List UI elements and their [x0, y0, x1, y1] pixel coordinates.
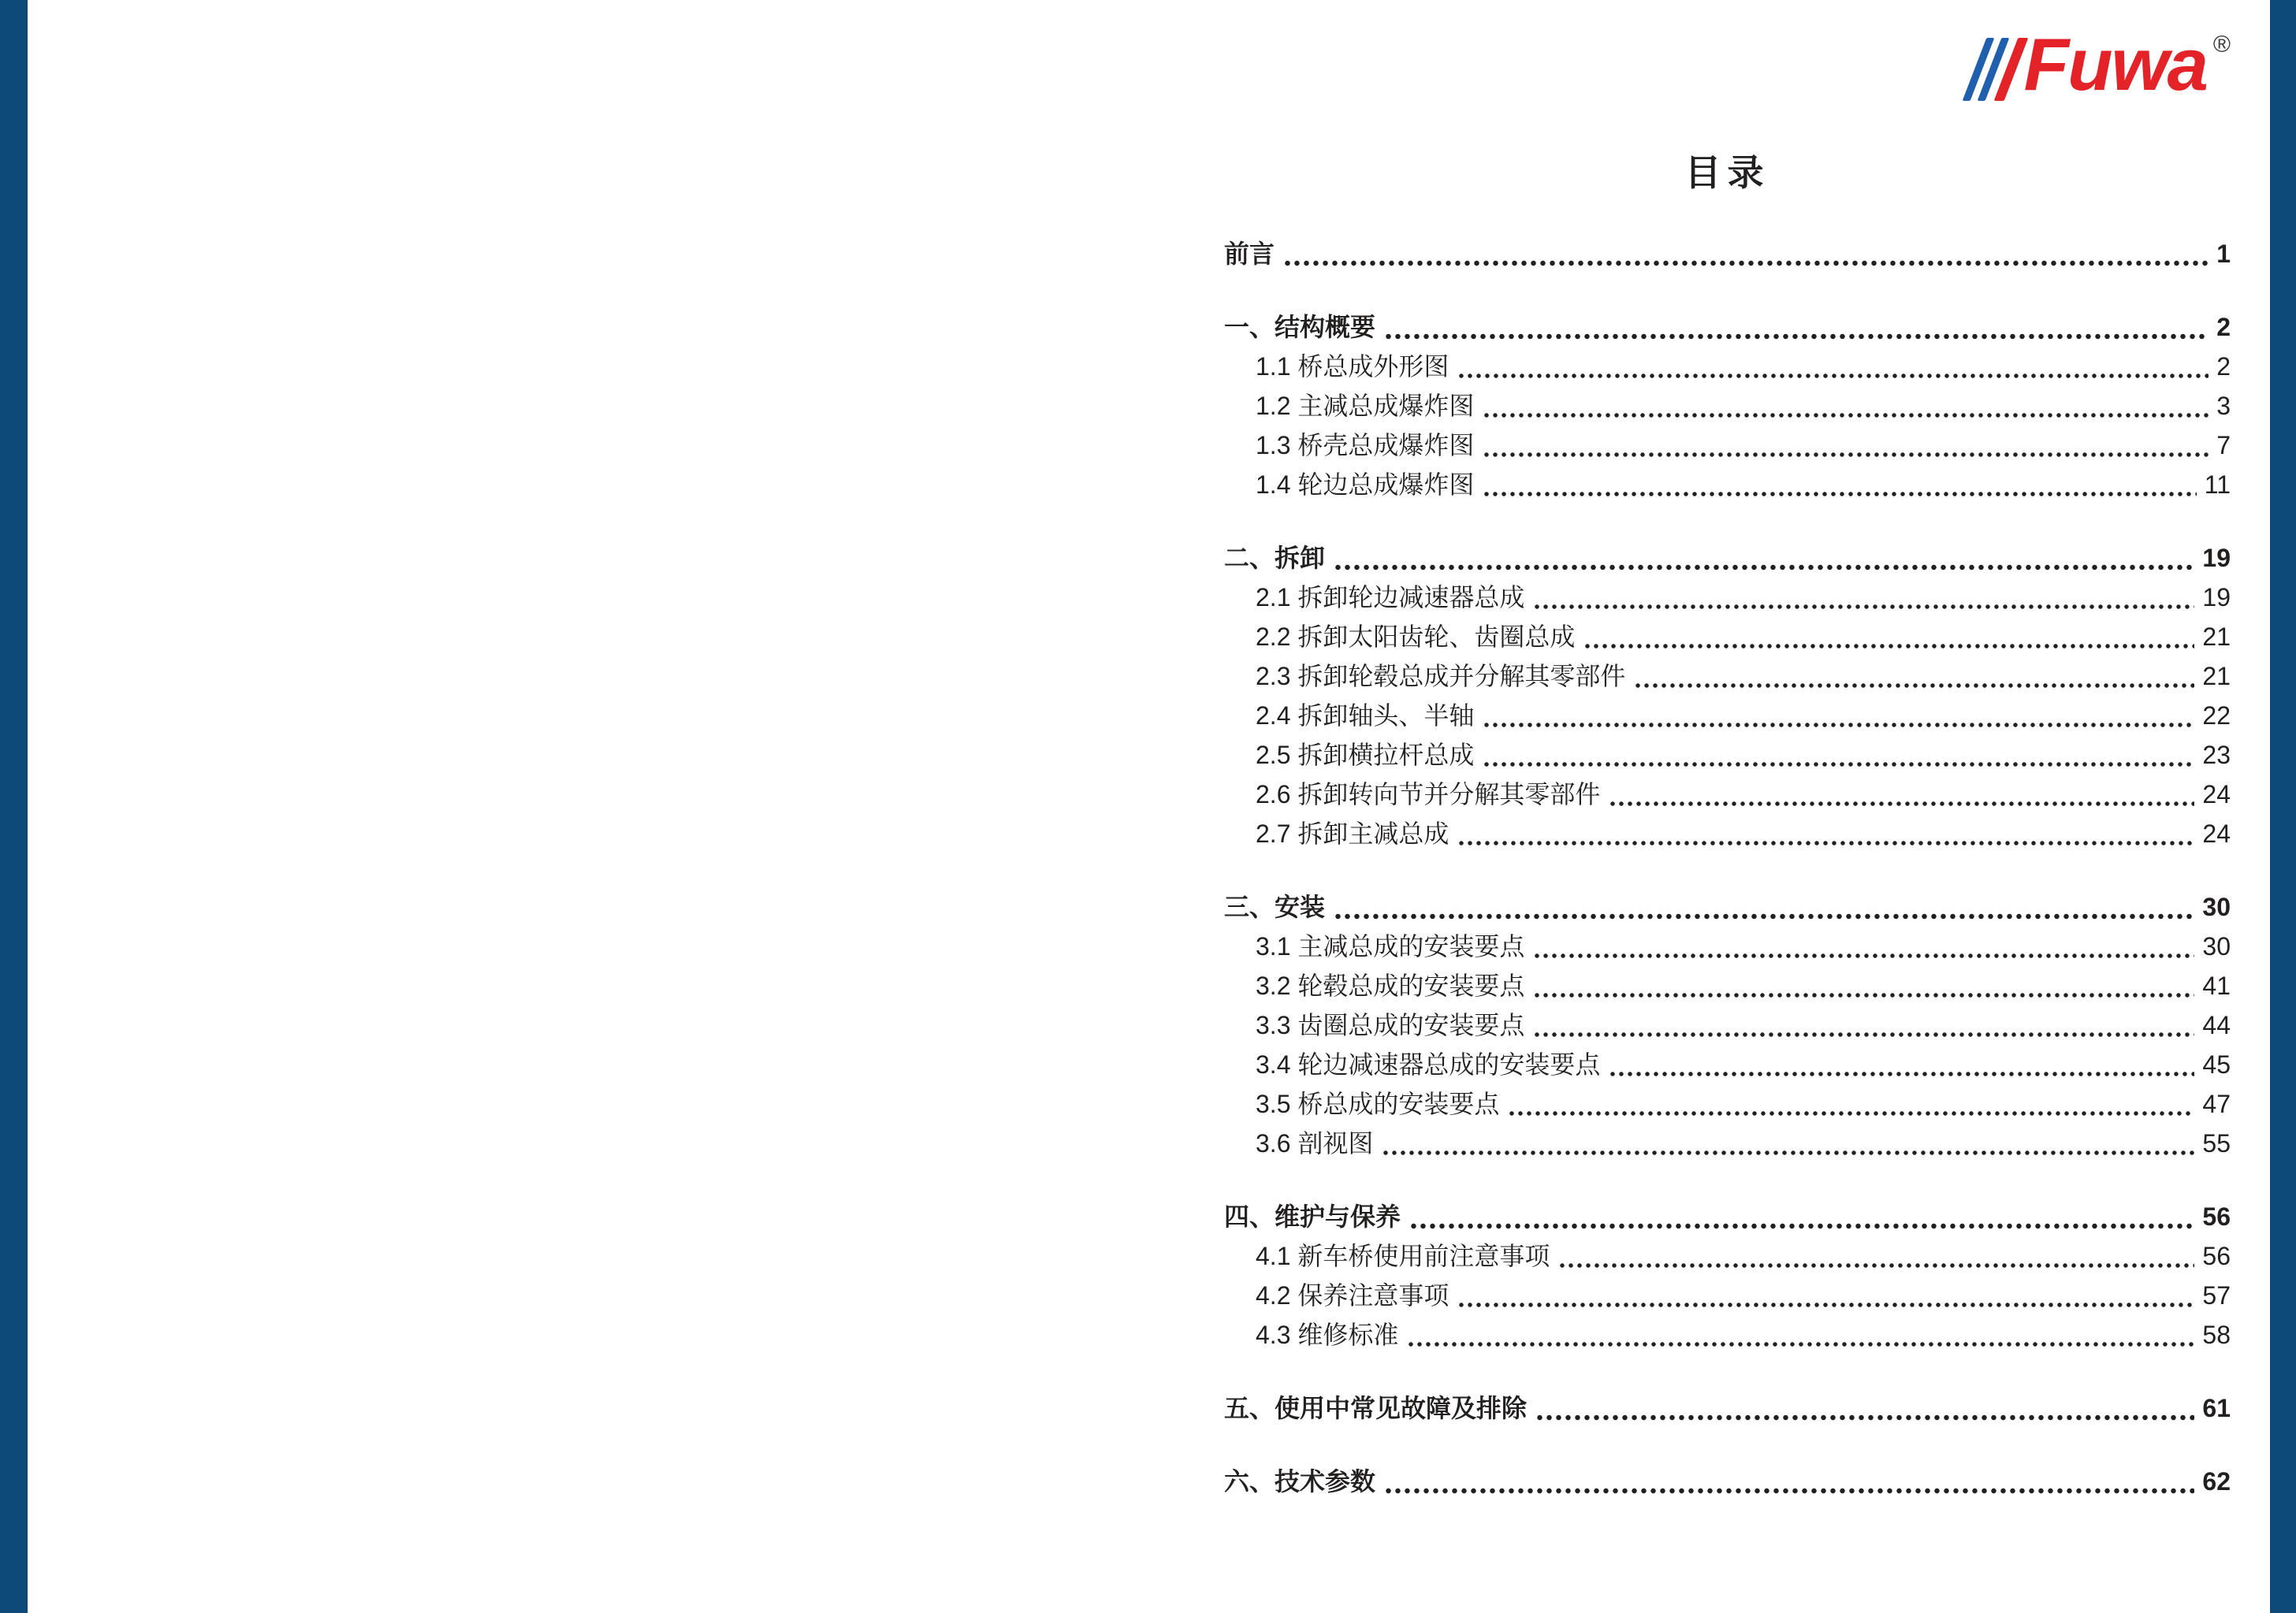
toc-row	[1224, 1388, 2231, 1428]
toc-entry-page-number: 30	[2202, 893, 2231, 921]
toc-row	[1224, 1005, 2231, 1045]
toc-entry-page-number: 47	[2202, 1090, 2231, 1118]
toc-entry-page-number: 21	[2202, 623, 2231, 651]
toc-row	[1224, 1124, 2231, 1163]
toc-entry-label: 4.1 新车桥使用前注意事项	[1256, 1242, 1550, 1270]
toc-entry-page-number: 11	[2204, 470, 2231, 499]
toc-row	[1224, 386, 2231, 426]
dotted-leader	[1385, 333, 2209, 340]
toc-row	[1224, 1236, 2231, 1276]
toc-entry-label: 1.2 主减总成爆炸图	[1256, 392, 1475, 420]
toc-row	[1224, 307, 2231, 347]
fuwa-logo	[1974, 23, 2231, 107]
dotted-leader	[1458, 1301, 2194, 1309]
toc-entry-label: 3.1 主减总成的安装要点	[1256, 932, 1525, 961]
dotted-leader	[1534, 952, 2194, 960]
toc-entry-page-number: 45	[2202, 1050, 2231, 1079]
toc-entry-page-number: 61	[2202, 1394, 2231, 1422]
toc-entry-page-number: 55	[2202, 1129, 2231, 1158]
toc-entry-label: 3.6 剖视图	[1256, 1129, 1374, 1158]
logo-slashes-icon	[1974, 38, 2016, 101]
toc-row	[1224, 1084, 2231, 1124]
dotted-leader	[1609, 1070, 2194, 1078]
toc-row	[1224, 887, 2231, 927]
toc-row	[1224, 1276, 2231, 1315]
toc-row	[1224, 617, 2231, 656]
toc-row	[1224, 1315, 2231, 1355]
toc-row	[1224, 538, 2231, 578]
toc-entry-label: 2.4 拆卸轴头、半轴	[1256, 701, 1475, 730]
toc-entry-page-number: 19	[2202, 544, 2231, 572]
toc-entry-label: 1.4 轮边总成爆炸图	[1256, 470, 1475, 499]
toc-row	[1224, 1462, 2231, 1501]
dotted-leader	[1408, 1340, 2194, 1348]
dotted-leader	[1609, 800, 2194, 808]
toc-entry-label: 一、结构概要	[1224, 313, 1376, 341]
toc-entry-page-number: 58	[2202, 1321, 2231, 1349]
dotted-leader	[1536, 1414, 2194, 1422]
toc-entry-page-number: 56	[2202, 1242, 2231, 1270]
toc-entry-label: 2.6 拆卸转向节并分解其零部件	[1256, 780, 1601, 808]
toc-entry-page-number: 21	[2202, 662, 2231, 690]
toc-row	[1224, 735, 2231, 775]
dotted-leader	[1483, 451, 2209, 459]
toc-entry-label: 3.3 齿圈总成的安装要点	[1256, 1011, 1525, 1039]
toc-entry-list	[1224, 234, 2231, 1501]
toc-entry-page-number: 2	[2216, 352, 2231, 381]
toc-entry-label: 五、使用中常见故障及排除	[1224, 1394, 1528, 1422]
toc-row	[1224, 814, 2231, 853]
dotted-leader	[1410, 1222, 2194, 1230]
toc-entry-page-number: 57	[2202, 1281, 2231, 1310]
toc-entry-page-number: 24	[2202, 820, 2231, 848]
toc-entry-page-number: 56	[2202, 1202, 2231, 1231]
toc-entry-label: 六、技术参数	[1224, 1467, 1376, 1496]
toc-entry-page-number: 44	[2202, 1011, 2231, 1039]
toc-entry-page-number: 22	[2202, 701, 2231, 730]
dotted-leader	[1534, 603, 2194, 611]
toc-entry-page-number: 19	[2202, 583, 2231, 611]
right-margin-bar	[2270, 0, 2296, 1613]
toc-entry-page-number: 30	[2202, 932, 2231, 961]
toc-entry-label: 3.2 轮毂总成的安装要点	[1256, 972, 1525, 1000]
toc-entry-label: 2.2 拆卸太阳齿轮、齿圈总成	[1256, 623, 1576, 651]
dotted-leader	[1284, 259, 2209, 267]
dotted-leader	[1334, 912, 2194, 920]
page-title: 目录	[1684, 153, 1770, 193]
toc-entry-label: 三、安装	[1224, 893, 1326, 921]
left-margin-bar	[0, 0, 28, 1613]
toc-entry-label: 前言	[1224, 240, 1275, 268]
toc-entry-page-number: 3	[2216, 392, 2231, 420]
toc-entry-label: 2.7 拆卸主减总成	[1256, 820, 1449, 848]
toc-entry-label: 四、维护与保养	[1224, 1202, 1401, 1231]
dotted-leader	[1458, 372, 2209, 380]
toc-entry-label: 2.3 拆卸轮毂总成并分解其零部件	[1256, 662, 1626, 690]
dotted-leader	[1334, 563, 2194, 571]
dotted-leader	[1483, 490, 2196, 498]
dotted-leader	[1382, 1149, 2194, 1157]
toc-entry-page-number: 1	[2216, 240, 2231, 268]
toc-row	[1224, 578, 2231, 617]
toc-entry-label: 1.1 桥总成外形图	[1256, 352, 1449, 381]
toc-entry-label: 1.3 桥壳总成爆炸图	[1256, 431, 1475, 459]
toc-entry-label: 4.2 保养注意事项	[1256, 1281, 1449, 1310]
dotted-leader	[1385, 1487, 2194, 1495]
dotted-leader	[1635, 682, 2194, 689]
toc-entry-label: 3.5 桥总成的安装要点	[1256, 1090, 1500, 1118]
toc-row	[1224, 1197, 2231, 1236]
toc-row	[1224, 656, 2231, 696]
toc-row	[1224, 927, 2231, 966]
toc-entry-label: 2.1 拆卸轮边减速器总成	[1256, 583, 1525, 611]
toc-row	[1224, 696, 2231, 735]
toc-entry-page-number: 62	[2202, 1467, 2231, 1496]
dotted-leader	[1534, 1031, 2194, 1039]
toc-row	[1224, 775, 2231, 814]
dotted-leader	[1483, 721, 2194, 729]
toc-entry-label: 3.4 轮边减速器总成的安装要点	[1256, 1050, 1601, 1079]
toc-entry-page-number: 2	[2216, 313, 2231, 341]
toc-entry-label: 4.3 维修标准	[1256, 1321, 1399, 1349]
dotted-leader	[1534, 991, 2194, 999]
toc-entry-page-number: 24	[2202, 780, 2231, 808]
toc-row	[1224, 347, 2231, 386]
dotted-leader	[1584, 642, 2194, 650]
toc-row	[1224, 966, 2231, 1005]
registered-trademark-symbol: ®	[2212, 32, 2231, 58]
toc-entry-label: 二、拆卸	[1224, 544, 1326, 572]
dotted-leader	[1509, 1109, 2194, 1117]
dotted-leader	[1483, 760, 2194, 768]
dotted-leader	[1483, 411, 2209, 419]
toc-entry-label: 2.5 拆卸横拉杆总成	[1256, 741, 1475, 769]
logo-brand-text: Fuwa	[2023, 23, 2207, 106]
table-of-contents	[1224, 154, 2231, 1501]
toc-entry-page-number: 41	[2202, 972, 2231, 1000]
toc-row	[1224, 1045, 2231, 1084]
dotted-leader	[1559, 1262, 2194, 1269]
toc-row	[1224, 234, 2231, 273]
dotted-leader	[1458, 839, 2194, 847]
toc-entry-page-number: 7	[2216, 431, 2231, 459]
toc-entry-page-number: 23	[2202, 741, 2231, 769]
toc-row	[1224, 426, 2231, 465]
toc-row	[1224, 465, 2231, 504]
